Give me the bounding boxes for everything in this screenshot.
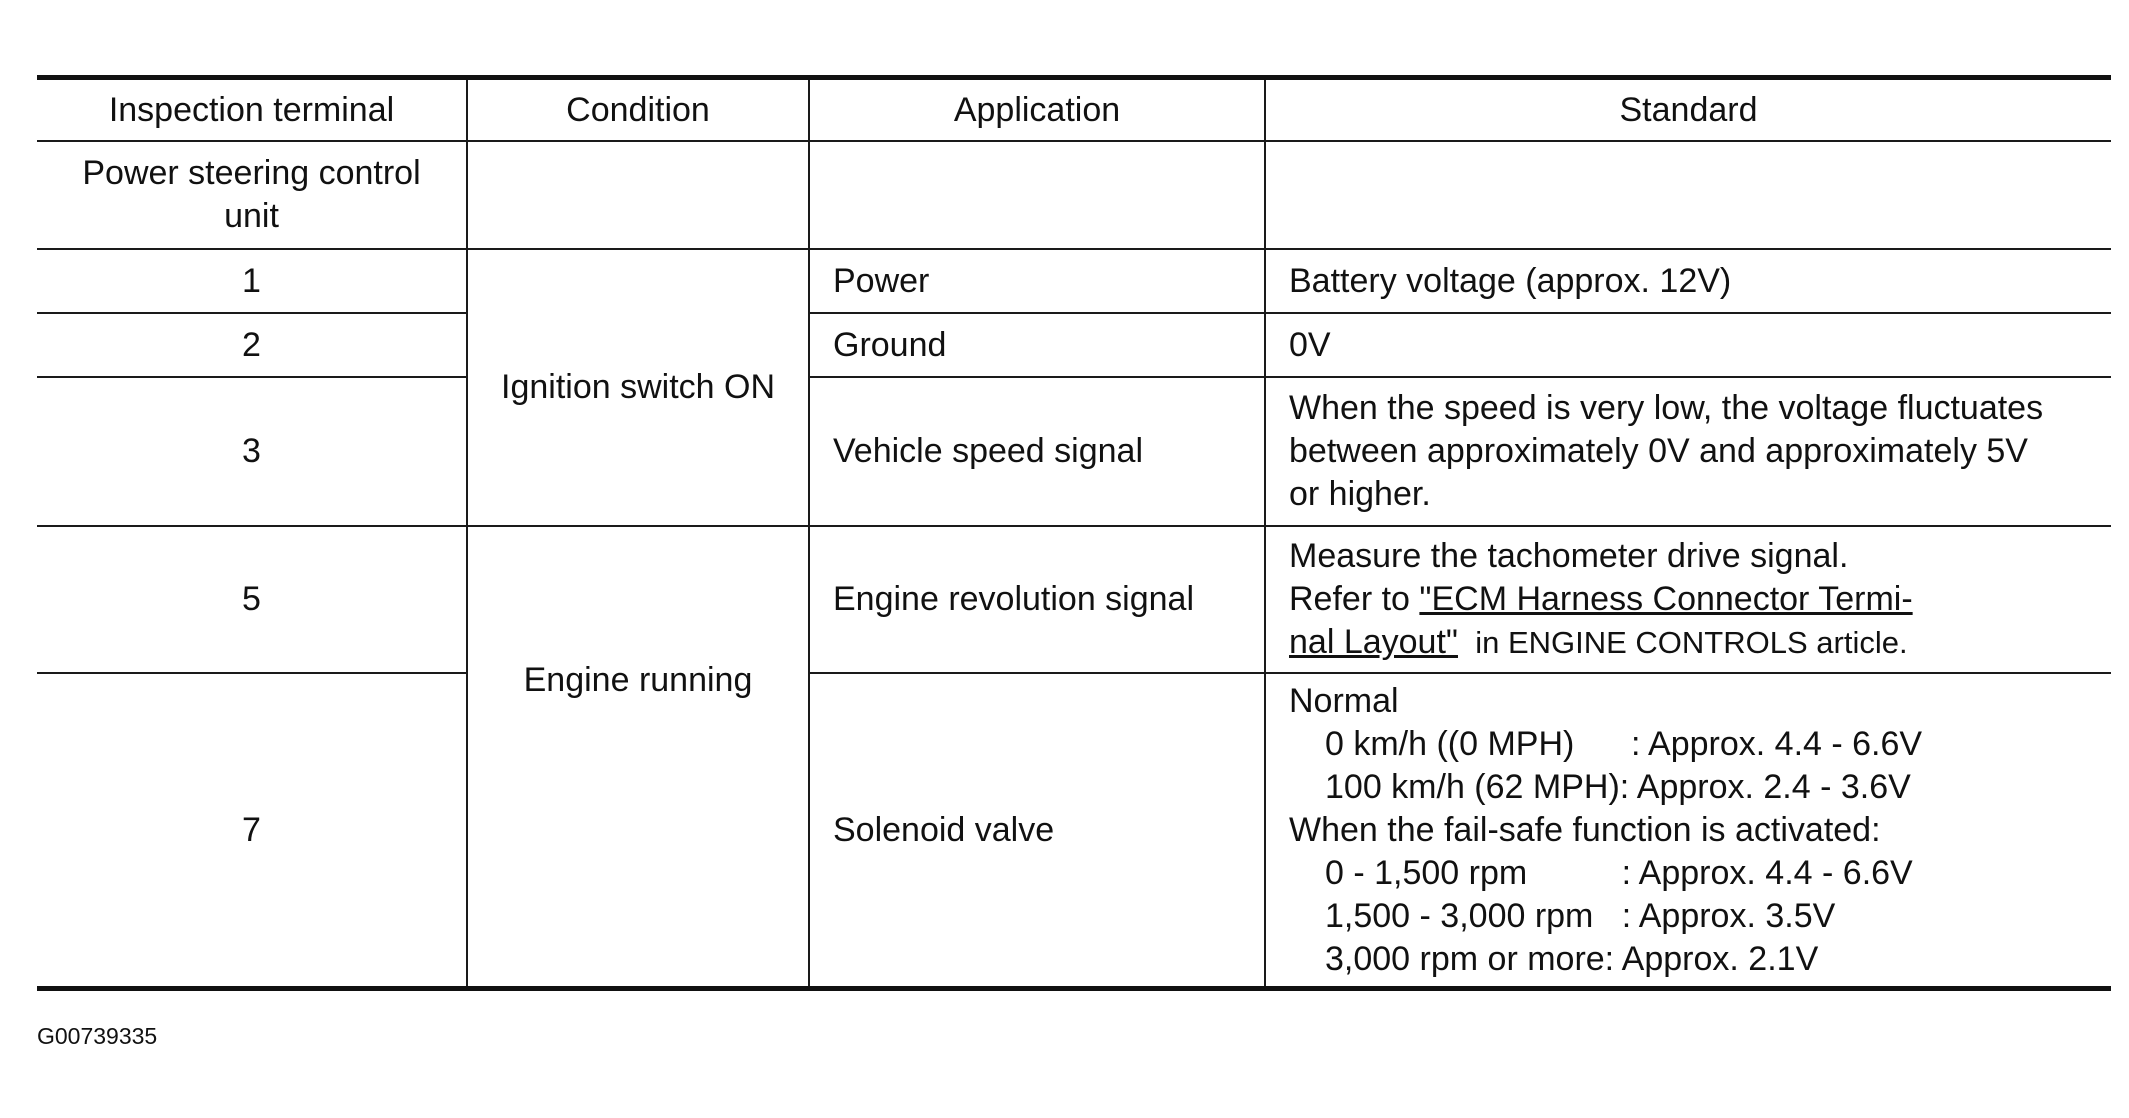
standard-line: 0V — [1289, 325, 1331, 364]
table-row — [37, 673, 2111, 989]
header-application: Application — [809, 78, 1265, 142]
empty-cell — [1265, 141, 2111, 249]
table-row — [37, 249, 2111, 313]
standard-cell — [1265, 249, 2111, 313]
standard-line: Battery voltage (approx. 12V) — [1289, 261, 1732, 300]
group-label-power-steering-control-unit — [37, 141, 467, 249]
failsafe-heading: When the fail-safe function is activated: — [1289, 810, 1881, 849]
normal-heading: Normal — [1289, 681, 1399, 720]
standard-cell — [1265, 377, 2111, 526]
table-header-row — [37, 78, 2111, 142]
standard-cell — [1265, 673, 2111, 989]
terminal-cell: 1 — [37, 249, 467, 313]
standard-line: between approximately 0V and approximately 5V — [1289, 432, 2028, 470]
table-row — [37, 313, 2111, 377]
standard-cell — [1265, 313, 2111, 377]
figure-reference-code: G00739335 — [37, 1023, 158, 1049]
terminal-cell: 2 — [37, 313, 467, 377]
table-row — [37, 377, 2111, 526]
condition-ignition-switch-on: Ignition switch ON — [467, 249, 809, 526]
standard-line — [1289, 621, 2099, 664]
terminal-cell: 7 — [37, 673, 467, 989]
inspection-spec-table — [37, 75, 2111, 991]
engine-controls-article-text: in ENGINE CONTROLS article. — [1457, 625, 1908, 660]
failsafe-line: 3,000 rpm or more: Approx. 2.1V — [1325, 939, 1819, 978]
application-cell: Ground — [809, 313, 1265, 377]
application-cell: Power — [809, 249, 1265, 313]
standard-line: Measure the tachometer drive signal. — [1289, 537, 1849, 575]
application-cell: Vehicle speed signal — [809, 377, 1265, 526]
standard-line: or higher. — [1289, 475, 1431, 513]
ecm-harness-connector-link[interactable]: "ECM Harness Connector Termi- — [1419, 580, 1913, 618]
terminal-cell: 5 — [37, 526, 467, 673]
table-row — [37, 526, 2111, 673]
application-cell: Solenoid valve — [809, 673, 1265, 989]
group-label-text: Power steering control unit — [82, 154, 421, 235]
header-condition: Condition — [467, 78, 809, 142]
failsafe-line: 1,500 - 3,000 rpm : Approx. 3.5V — [1325, 896, 1836, 935]
normal-line: 100 km/h (62 MPH): Approx. 2.4 - 3.6V — [1325, 767, 1911, 806]
condition-engine-running — [467, 526, 809, 989]
empty-cell — [809, 141, 1265, 249]
condition-engine-running-label: Engine running — [523, 661, 753, 699]
table-row-group-label — [37, 141, 2111, 249]
standard-line: When the speed is very low, the voltage fluctuates — [1289, 389, 2044, 427]
normal-line: 0 km/h ((0 MPH) : Approx. 4.4 - 6.6V — [1325, 724, 1923, 763]
refer-to-text: Refer to — [1289, 580, 1420, 618]
terminal-cell: 3 — [37, 377, 467, 526]
header-standard: Standard — [1265, 78, 2111, 142]
standard-cell — [1265, 526, 2111, 673]
failsafe-line: 0 - 1,500 rpm : Approx. 4.4 - 6.6V — [1325, 853, 1913, 892]
empty-cell — [467, 141, 809, 249]
application-cell: Engine revolution signal — [809, 526, 1265, 673]
standard-line — [1289, 578, 2099, 621]
ecm-harness-connector-link-continued[interactable]: nal Layout" — [1289, 623, 1458, 661]
header-inspection-terminal: Inspection terminal — [37, 78, 467, 142]
